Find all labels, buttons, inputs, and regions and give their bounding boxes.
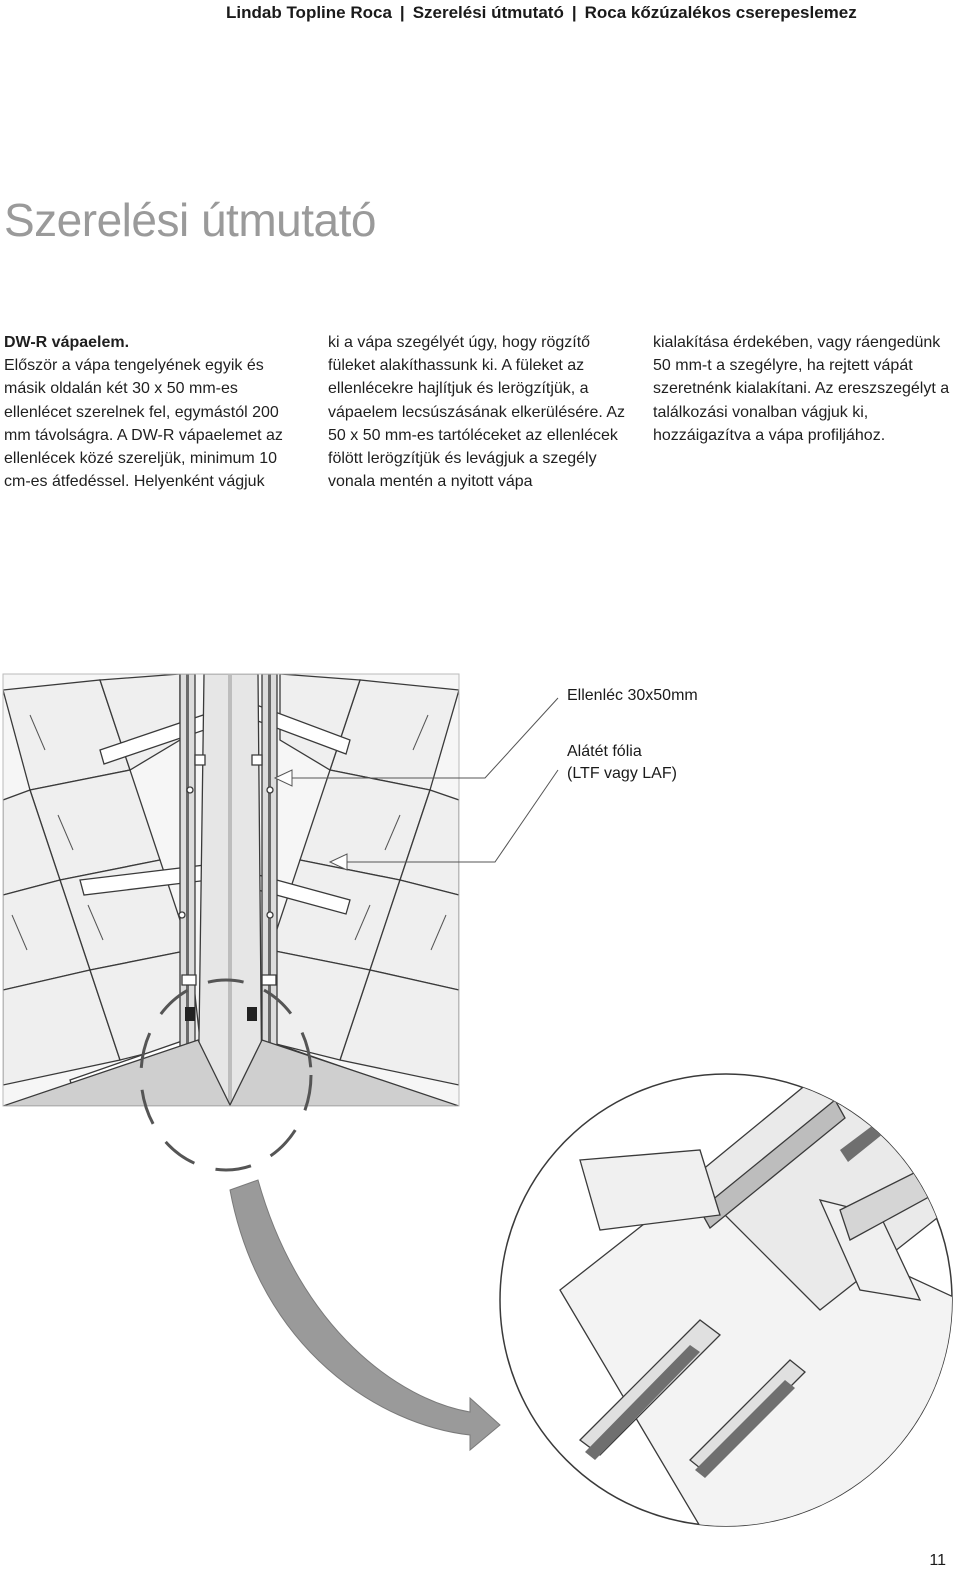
header-brand: Lindab Topline Roca	[226, 3, 392, 22]
header-product: Roca kőzúzalékos cserepeslemez	[584, 3, 857, 22]
page-title: Szerelési útmutató	[4, 193, 376, 246]
callout-label-counter-batten: Ellenléc 30x50mm	[567, 687, 698, 704]
text-column-1	[4, 331, 304, 493]
callout-label-underlay-line2: (LTF vagy LAF)	[567, 765, 677, 782]
magnify-arrow	[230, 1180, 500, 1450]
column-lead-heading: DW-R vápaelem.	[4, 334, 130, 351]
valley-installation-illustration	[0, 668, 960, 1538]
page-number: 11	[929, 1552, 946, 1569]
callout-label-underlay-line1: Alátét fólia	[567, 743, 642, 760]
text-column-2	[328, 331, 628, 493]
roof-panel-drawing	[3, 674, 459, 1140]
header-section: Szerelési útmutató	[412, 3, 564, 22]
column-paragraph: kialakítása érdekében, vagy ráengedünk 50 mm-t a szegélyre, ha rejtett vápát szeretnénk kialakítani. Az ereszszegélyt a találkozási vonalban vágjuk ki, hozzáigazítva a vápa profiljához.	[653, 334, 950, 444]
column-paragraph: Először a vápa tengelyének egyik és másik oldalán két 30 x 50 mm-es ellenlécet szerelnek fel, egymástól 200 mm távolságra. A DW-R vápaelemet az ellenlécek közé szereljük, minimum 10 cm-es átfedéssel. Helyenként vágjuk	[4, 357, 283, 491]
running-header	[226, 3, 948, 23]
column-paragraph: ki a vápa szegélyét úgy, hogy rögzítő füleket alakíthassunk ki. A füleket az ellenlécekre hajlítjuk és lerögzítjük, a vápaelem lecsúszásának elkerülésére. Az 50 x 50 mm-es tartóléceket az ellenlécek fölött lerögzítjük és levágjuk a szegély vonala mentén a nyitott vápa	[328, 334, 626, 491]
callout-label-underlay	[567, 741, 677, 785]
header-separator: |	[399, 3, 405, 22]
detail-zoom-circle	[500, 1060, 960, 1538]
text-column-3	[653, 331, 953, 447]
header-separator: |	[571, 3, 577, 22]
